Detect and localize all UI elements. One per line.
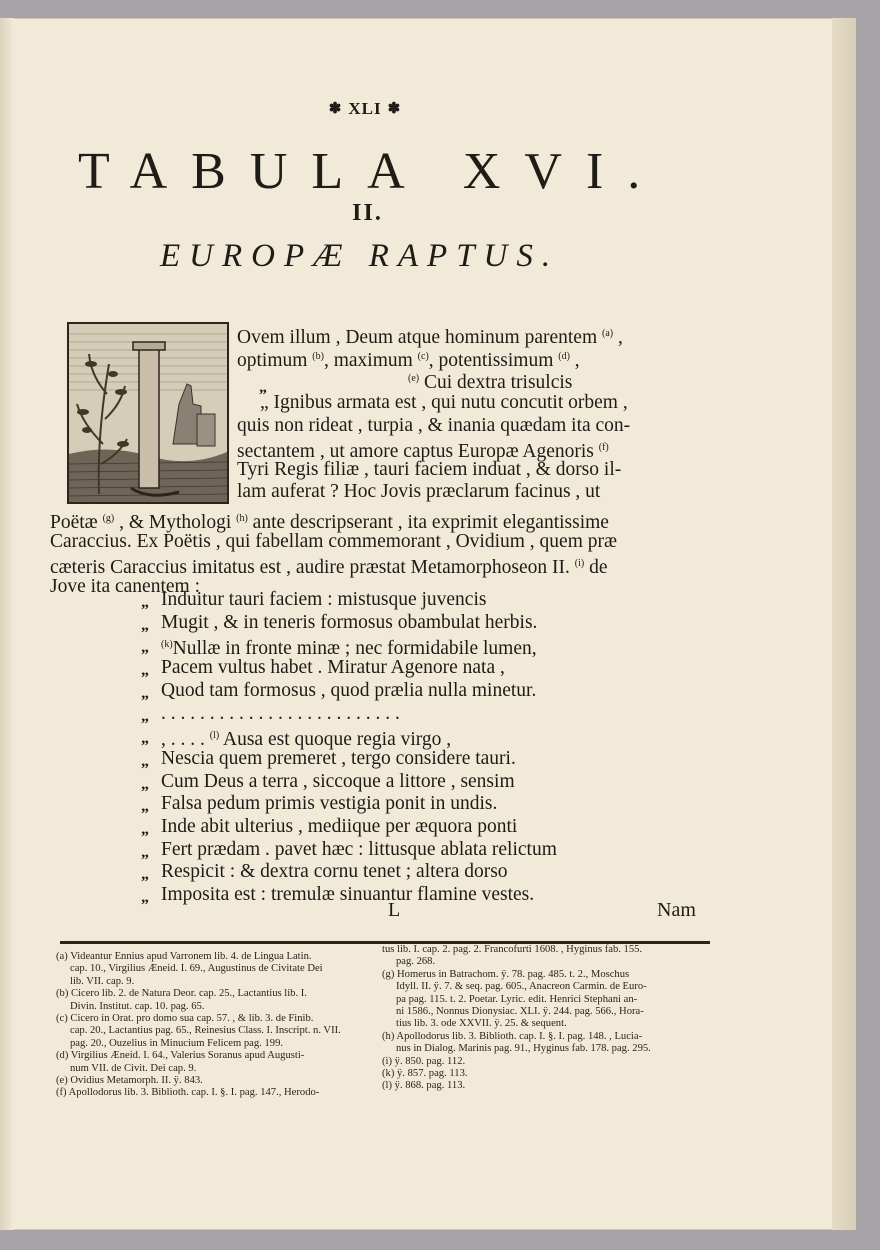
text-run: „ Ignibus armata est , qui nutu concutit orbem ,: [260, 392, 628, 413]
footnote-line: ni 1586., Nonnus Dionysiac. XLI. ÿ. 244. pag. 566., Hora-: [396, 1006, 644, 1018]
text-run: quis non rideat , turpia , & inania quædam ita con-: [237, 415, 631, 436]
footnote-line: (l) ÿ. 868. pag. 113.: [382, 1080, 466, 1092]
verse-line: [161, 612, 537, 634]
footnote: [56, 1050, 304, 1075]
engraving-illustration: [69, 324, 227, 502]
text-run: Quod tam formosus , quod prælia nulla minetur.: [161, 680, 537, 701]
footnote-line: (b) Cicero lib. 2. de Natura Deor. cap. 25., Lactantius lib. I.: [56, 988, 307, 1000]
page-number-text: XLI: [348, 99, 382, 118]
verse-quote-mark: „: [141, 685, 149, 702]
footnote-reference[interactable]: (h): [236, 513, 248, 524]
text-run: optimum: [237, 350, 313, 371]
text-run: , maximum: [323, 350, 418, 371]
body-line: [408, 368, 572, 394]
footnote-line: tus lib. I. cap. 2. pag. 2. Francofurti 1608. , Hyginus fab. 155.: [382, 944, 643, 955]
text-run: Pacem vultus habet . Miratur Agenore nata ,: [161, 657, 505, 678]
footnote-line: pa pag. 115. t. 2. Poetar. Lyric. edit. Henrici Stephani an-: [396, 993, 638, 1005]
signature-mark: L: [388, 899, 401, 921]
footnote-line: cap. 20., Lactantius pag. 65., Reinesius Class. I. Inscript. n. VII.: [70, 1025, 341, 1037]
footnote-reference[interactable]: (b): [312, 351, 324, 362]
footnote-reference[interactable]: (k): [161, 639, 173, 650]
verse-quote-mark: „: [141, 753, 149, 770]
text-run: , . . . .: [161, 729, 210, 750]
text-run: Cum Deus a terra , siccoque a littore , sensim: [161, 771, 515, 792]
verse-line: [161, 793, 497, 815]
footnote-line: (e) Ovidius Metamorph. II. ÿ. 843.: [56, 1075, 203, 1086]
footnote-line: (c) Cicero in Orat. pro domo sua cap. 57. , & lib. 3. de Finib.: [56, 1013, 314, 1024]
footnote-reference[interactable]: (g): [102, 513, 115, 524]
text-run: Ovem illum , Deum atque hominum parentem: [237, 327, 603, 348]
footnote-line: (g) Homerus in Batrachom. ÿ. 78. pag. 485. t. 2., Moschus: [382, 968, 630, 980]
text-run: Cui dextra trisulcis: [419, 372, 573, 393]
page-subtitle: II.: [352, 200, 383, 226]
text-run: Inde abit ulterius , mediique per æquora ponti: [161, 816, 518, 837]
footnote-line: pag. 268.: [396, 956, 436, 968]
verse-quote-mark: „: [141, 798, 149, 815]
text-run: ,: [613, 327, 623, 348]
footnote-line: (f) Apollodorus lib. 3. Biblioth. cap. I. §. I. pag. 147., Herodo-: [56, 1087, 320, 1099]
footnote: [382, 944, 642, 969]
page-edge: [832, 18, 856, 1230]
footnote: [56, 1087, 319, 1099]
body-line: [260, 392, 628, 414]
footnote: [56, 951, 323, 988]
text-run: Respicit : & dextra cornu tenet ; altera dorso: [161, 861, 508, 882]
text-run: Caraccius. Ex Poëtis , qui fabellam commemorant , Ovidium , quem præ: [50, 531, 618, 552]
verse-line: [161, 589, 486, 611]
verse-line: [161, 748, 516, 770]
verse-quote-mark: „: [141, 594, 149, 611]
text-run: Nescia quem premeret , tergo considere tauri.: [161, 748, 516, 769]
verse-line: [161, 816, 517, 838]
footnote-reference[interactable]: (f): [598, 442, 609, 453]
footnote-reference[interactable]: (d): [558, 351, 570, 362]
footnote-line: nus in Dialog. Marinis pag. 91., Hyginus fab. 178. pag. 295.: [396, 1043, 651, 1055]
text-run: Jove ita canentem :: [50, 576, 200, 597]
text-run: Imposita est : tremulæ sinuantur flamine vestes.: [161, 884, 535, 905]
text-run: de: [584, 557, 608, 578]
footnote-line: lib. VII. cap. 9.: [70, 975, 135, 987]
footnote: [56, 1013, 341, 1050]
verse-quote-mark: „: [141, 617, 149, 634]
ornament-right-icon: ✽: [387, 101, 402, 117]
text-run: Mugit , & in teneris formosus obambulat herbis.: [161, 612, 538, 633]
footnote-reference[interactable]: (l): [209, 730, 220, 741]
opening-quote-mark: „: [259, 379, 267, 396]
text-run: cæteris Caraccius imitatus est , audire præstat Metamorphoseon II.: [50, 557, 575, 578]
text-run: Nullæ in fronte minæ ; nec formidabile lumen,: [172, 638, 537, 659]
text-run: Induitur tauri faciem : mistusque juvencis: [161, 589, 487, 610]
text-run: . . . . . . . . . . . . . . . . . . . . . . . . .: [161, 703, 400, 724]
text-run: Fert prædam . pavet hæc : littusque ablata relictum: [161, 839, 557, 860]
verse-quote-mark: „: [141, 844, 149, 861]
footnote: [382, 1031, 651, 1056]
verse-line: [161, 771, 515, 793]
verse-line: [161, 703, 400, 725]
text-run: , & Mythologi: [114, 512, 237, 533]
verse-quote-mark: „: [141, 776, 149, 793]
footnote-line: (h) Apollodorus lib. 3. Biblioth. cap. I. §. I. pag. 148. , Lucia-: [382, 1030, 643, 1042]
footnote: [56, 1075, 203, 1087]
page-number: [0, 99, 730, 119]
text-run: Ausa est quoque regia virgo ,: [219, 729, 452, 750]
verse-quote-mark: „: [141, 708, 149, 725]
decorated-initial-q-engraving: [67, 322, 229, 504]
footnote: [56, 988, 307, 1013]
page-title: TABULA XVI.: [78, 143, 665, 200]
text-run: lam auferat ? Hoc Jovis præclarum facinus , ut: [237, 481, 601, 502]
verse-quote-mark: „: [141, 639, 149, 656]
footnote-reference[interactable]: (e): [408, 373, 420, 384]
footnote-reference[interactable]: (i): [574, 558, 585, 569]
section-heading: EUROPÆ RAPTUS.: [160, 238, 560, 274]
ornament-left-icon: ✽: [328, 101, 343, 117]
footnote-line: tius lib. 3. ode XXVII. ÿ. 25. & sequent.: [396, 1018, 567, 1030]
verse-line: [161, 861, 508, 883]
verse-quote-mark: „: [141, 730, 149, 747]
footnote-line: (d) Virgilius Æneid. I. 64., Valerius Soranus apud Augusti-: [56, 1050, 305, 1062]
verse-quote-mark: „: [141, 889, 149, 906]
footnote-line: (a) Videantur Ennius apud Varronem lib. 4. de Lingua Latin.: [56, 951, 312, 962]
verse-line: [161, 884, 534, 906]
footnote-line: num VII. de Civit. Dei cap. 9.: [70, 1062, 197, 1074]
footnote-line: cap. 10., Virgilius Æneid. I. 69., Augustinus de Civitate Dei: [70, 963, 323, 975]
text-run: , potentissimum: [428, 350, 559, 371]
text-run: ante descripserant , ita exprimit elegantissime: [247, 512, 609, 533]
verse-line: [161, 839, 557, 861]
verse-quote-mark: „: [141, 821, 149, 838]
verse-line: [161, 657, 505, 679]
body-line: [237, 415, 630, 437]
text-run: Tyri Regis filiæ , tauri faciem induat , & dorso il-: [237, 459, 622, 480]
footnote: [382, 1068, 468, 1080]
body-line: [237, 459, 621, 481]
footnote-line: Idyll. II. ÿ. 7. & seq. pag. 605., Anacreon Carmin. de Euro-: [396, 981, 647, 993]
text-run: sectantem , ut amore captus Europæ Agenoris: [237, 441, 599, 462]
verse-line: [161, 680, 536, 702]
body-line: [50, 531, 617, 553]
footnote: [382, 1080, 465, 1092]
text-run: ,: [569, 350, 580, 371]
text-run: Poëtæ: [50, 512, 103, 533]
footnote-line: (i) ÿ. 850. pag. 112.: [382, 1055, 466, 1067]
footnote: [382, 1056, 465, 1068]
footnote-line: Divin. Institut. cap. 10. pag. 65.: [70, 1000, 205, 1012]
text-run: Falsa pedum primis vestigia ponit in undis.: [161, 793, 498, 814]
footnote-line: (k) ÿ. 857. pag. 113.: [382, 1068, 468, 1079]
footnote: [382, 969, 647, 1031]
body-line: [237, 481, 600, 503]
footnote-reference[interactable]: (c): [417, 351, 429, 362]
verse-quote-mark: „: [141, 662, 149, 679]
catchword: Nam: [657, 899, 696, 921]
verse-quote-mark: „: [141, 866, 149, 883]
footnote-reference[interactable]: (a): [602, 328, 614, 339]
footnote-line: pag. 20., Ouzelius in Minucium Felicem pag. 199.: [70, 1037, 284, 1049]
